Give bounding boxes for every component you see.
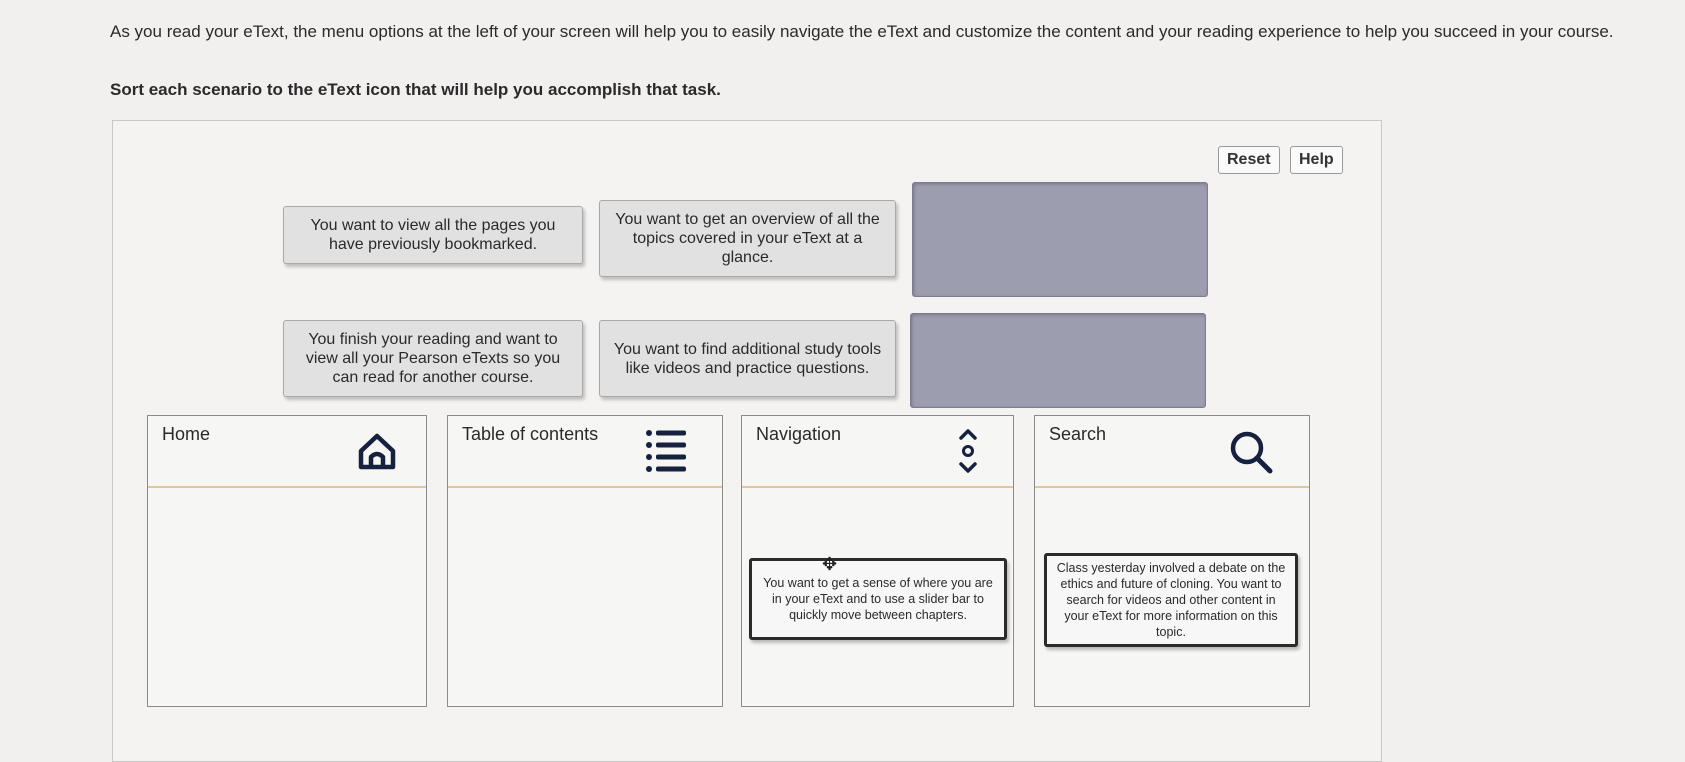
reset-button[interactable]: Reset xyxy=(1218,146,1280,174)
bin-header xyxy=(1035,416,1309,488)
empty-card-slot xyxy=(912,182,1208,297)
placed-card-search[interactable]: Class yesterday involved a debate on the ethics and future of cloning. You want to search for videos and other content in your eText for more information on this topic. xyxy=(1044,553,1298,647)
bin-header xyxy=(148,416,426,488)
task-instruction: Sort each scenario to the eText icon that will help you accomplish that task. xyxy=(110,80,721,99)
bin-label: Table of contents xyxy=(462,424,599,444)
empty-card-slot xyxy=(910,313,1206,408)
list-icon xyxy=(644,428,688,481)
bin-table-of-contents[interactable] xyxy=(447,415,723,707)
bin-label: Navigation xyxy=(756,424,842,444)
placed-card-navigation[interactable]: You want to get a sense of where you are in your eText and to use a slider bar to quickly move between chapters. xyxy=(749,558,1007,640)
navigation-icon xyxy=(956,426,980,481)
scenario-card-study-tools[interactable]: You want to find additional study tools like videos and practice questions. xyxy=(599,320,896,397)
scenario-card-overview[interactable]: You want to get an overview of all the topics covered in your eText at a glance. xyxy=(599,200,896,277)
bin-header xyxy=(742,416,1013,488)
home-icon xyxy=(356,431,398,476)
bin-label: Search xyxy=(1049,424,1107,444)
bin-home[interactable] xyxy=(147,415,427,707)
move-cursor-icon: ✥ xyxy=(822,554,838,574)
scenario-card-library[interactable]: You finish your reading and want to view all your Pearson eTexts so you can read for another course. xyxy=(283,320,583,397)
scenario-card-bookmarks[interactable]: You want to view all the pages you have previously bookmarked. xyxy=(283,206,583,264)
intro-text: As you read your eText, the menu options at the left of your screen will help you to easily navigate the eText and customize the content and your reading experience to help you succeed in your course. xyxy=(110,22,1614,41)
search-icon xyxy=(1227,428,1275,481)
bin-header xyxy=(448,416,722,488)
bin-label: Home xyxy=(162,424,211,444)
help-button[interactable]: Help xyxy=(1290,146,1343,174)
